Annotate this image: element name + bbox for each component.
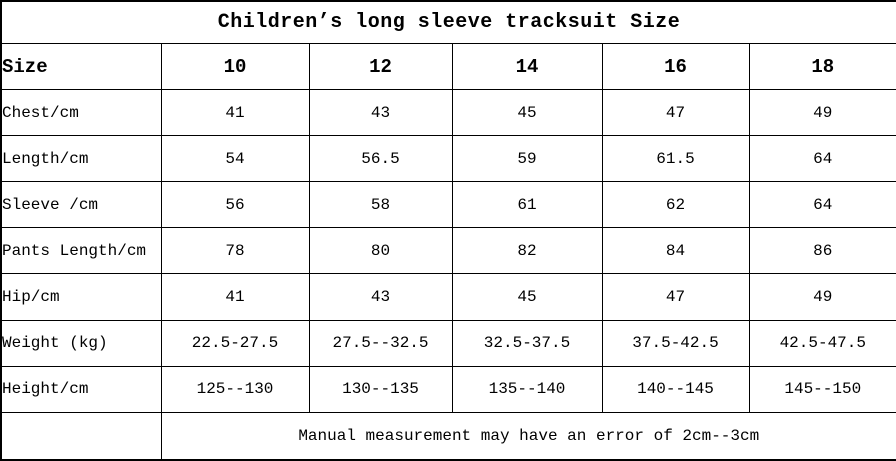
value-cell: 125--130	[161, 366, 309, 412]
row-label: Length/cm	[1, 136, 161, 182]
size-header-12: 12	[309, 44, 452, 90]
size-header-14: 14	[452, 44, 602, 90]
row-label: Pants Length/cm	[1, 228, 161, 274]
footer-row	[1, 412, 896, 460]
value-cell: 145--150	[749, 366, 896, 412]
value-cell: 49	[749, 274, 896, 320]
value-cell: 43	[309, 274, 452, 320]
value-cell: 140--145	[602, 366, 749, 412]
value-cell: 82	[452, 228, 602, 274]
value-cell: 54	[161, 136, 309, 182]
value-cell: 84	[602, 228, 749, 274]
value-cell: 62	[602, 182, 749, 228]
value-cell: 64	[749, 182, 896, 228]
value-cell: 42.5-47.5	[749, 320, 896, 366]
size-header-10: 10	[161, 44, 309, 90]
value-cell: 61	[452, 182, 602, 228]
table-row-sleeve	[1, 182, 896, 228]
title-row	[1, 1, 896, 44]
value-cell: 49	[749, 90, 896, 136]
row-label: Chest/cm	[1, 90, 161, 136]
footer-note: Manual measurement may have an error of 2cm--3cm	[161, 412, 896, 460]
value-cell: 22.5-27.5	[161, 320, 309, 366]
value-cell: 43	[309, 90, 452, 136]
value-cell: 78	[161, 228, 309, 274]
value-cell: 27.5--32.5	[309, 320, 452, 366]
value-cell: 32.5-37.5	[452, 320, 602, 366]
value-cell: 58	[309, 182, 452, 228]
value-cell: 41	[161, 90, 309, 136]
value-cell: 59	[452, 136, 602, 182]
value-cell: 61.5	[602, 136, 749, 182]
footer-empty-cell	[1, 412, 161, 460]
value-cell: 86	[749, 228, 896, 274]
value-cell: 130--135	[309, 366, 452, 412]
table-row-chest	[1, 90, 896, 136]
value-cell: 45	[452, 90, 602, 136]
size-header-18: 18	[749, 44, 896, 90]
value-cell: 47	[602, 274, 749, 320]
table-row-length	[1, 136, 896, 182]
row-label: Sleeve /cm	[1, 182, 161, 228]
row-label: Hip/cm	[1, 274, 161, 320]
table-row-hip	[1, 274, 896, 320]
table-title: Children’s long sleeve tracksuit Size	[1, 1, 896, 44]
value-cell: 56.5	[309, 136, 452, 182]
table-row-pants-length	[1, 228, 896, 274]
row-label: Weight (kg)	[1, 320, 161, 366]
size-column-header: Size	[1, 44, 161, 90]
value-cell: 80	[309, 228, 452, 274]
table-row-height	[1, 366, 896, 412]
value-cell: 47	[602, 90, 749, 136]
table-row-weight	[1, 320, 896, 366]
value-cell: 37.5-42.5	[602, 320, 749, 366]
value-cell: 45	[452, 274, 602, 320]
value-cell: 56	[161, 182, 309, 228]
value-cell: 64	[749, 136, 896, 182]
size-header-16: 16	[602, 44, 749, 90]
value-cell: 135--140	[452, 366, 602, 412]
value-cell: 41	[161, 274, 309, 320]
header-row	[1, 44, 896, 90]
row-label: Height/cm	[1, 366, 161, 412]
